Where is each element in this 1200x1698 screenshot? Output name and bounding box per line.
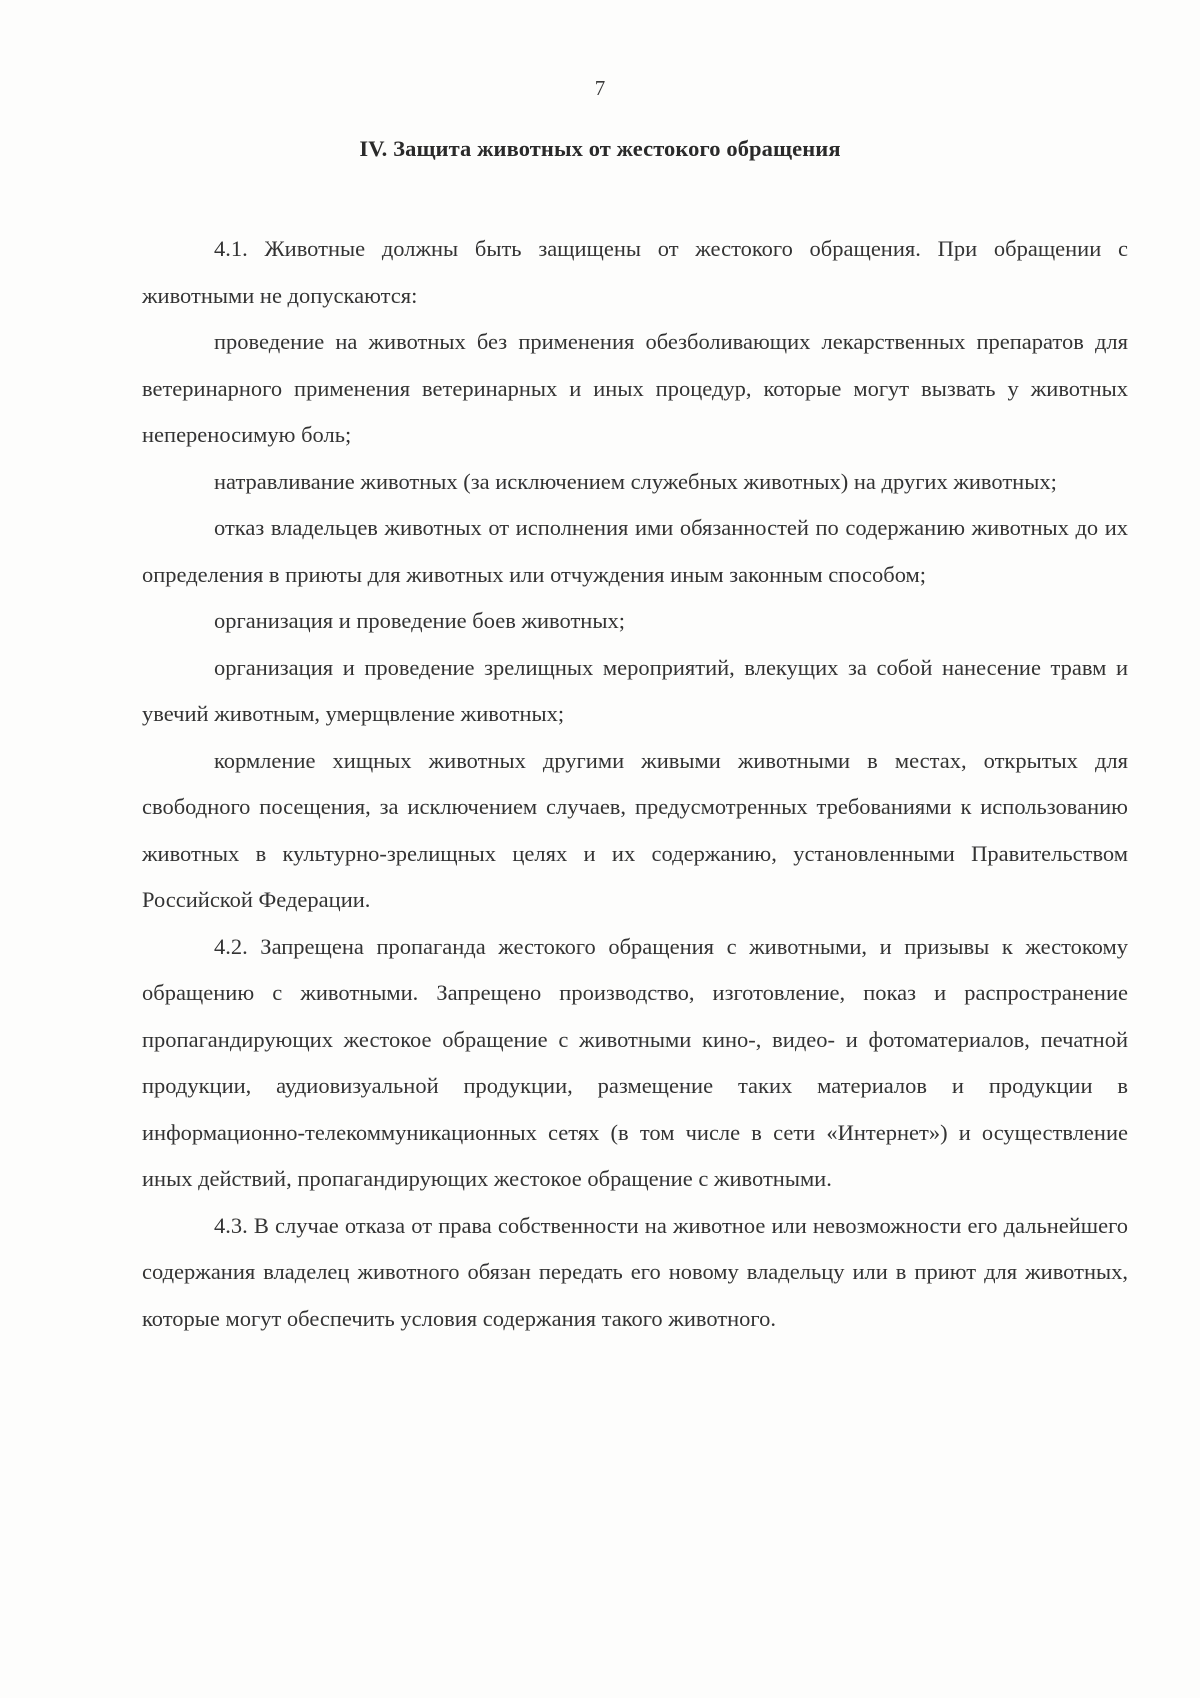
section-title: IV. Защита животных от жестокого обращения	[359, 136, 841, 161]
list-item-live-feeding: кормление хищных животных другими живыми животными в местах, открытых для свободного посещения, за исключением случаев, предусмотренных требованиями к использованию животных в культурно-зрелищных целях и их содержанию, установленными Правительством Российской Федерации.	[142, 747, 1128, 912]
page-number: 7	[594, 76, 606, 100]
list-item-spectacle-events: организация и проведение зрелищных мероприятий, влекущих за собой нанесение травм и увечий животным, умерщвление животных;	[142, 654, 1128, 726]
list-item-animal-fights: организация и проведение боев животных;	[214, 608, 625, 633]
paragraph-4-2: 4.2. Запрещена пропаганда жестокого обращения с животными, и призывы к жестокому обращению с животными. Запрещено производство, изготовление, показ и распространение пропагандирующих жестокое обращение с животными кино-, видео- и фотоматериалов, печатной продукции, аудиовизуальной продукции, размещение таких материалов и продукции в информационно-телекоммуникационных сетях (в том числе в сети «Интернет») и осуществление иных действий, пропагандирующих жестокое обращение с животными.	[142, 933, 1128, 1191]
document-body	[142, 226, 1128, 1342]
list-item-baiting-animals: натравливание животных (за исключением служебных животных) на других животных;	[214, 468, 1057, 494]
list-item-painful-procedures: проведение на животных без применения обезболивающих лекарственных препаратов для ветеринарного применения ветеринарных и иных процедур, которые могут вызвать у животных непереносимую боль;	[142, 329, 1128, 447]
list-item-owner-refusal: отказ владельцев животных от исполнения ими обязанностей по содержанию животных до их определения в приюты для животных или отчуждения иным законным способом;	[142, 515, 1128, 587]
paragraph-4-1: 4.1. Животные должны быть защищены от жестокого обращения. При обращении с животными не допускаются:	[142, 236, 1128, 308]
paragraph-4-3: 4.3. В случае отказа от права собственности на животное или невозможности его дальнейшего содержания владелец животного обязан передать его новому владельцу или в приют для животных, которые могут обеспечить условия содержания такого животного.	[142, 1212, 1128, 1331]
